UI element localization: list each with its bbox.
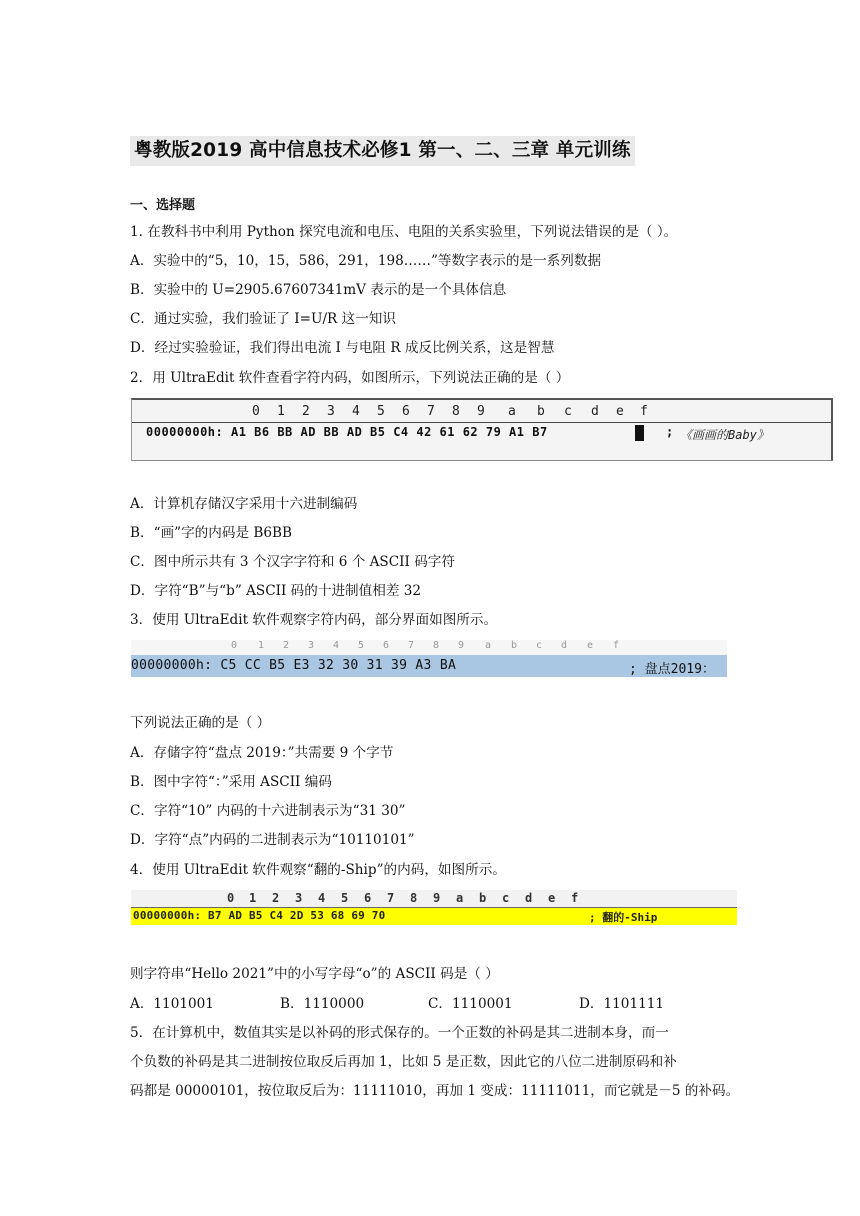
hex-col-label: 0 (227, 891, 235, 905)
question-1-option-d: D．经过实验验证，我们得出电流 I 与电阻 R 成反比例关系，这是智慧 (130, 340, 555, 356)
hex-col-label: 9 (477, 404, 485, 419)
question-3-option-b: B．图中字符“：”采用 ASCII 编码 (130, 774, 332, 790)
hex-col-label: 2 (272, 891, 280, 905)
question-4-hex-figure (131, 890, 737, 926)
hex-col-label: c (564, 404, 572, 419)
question-5-line-1: 5．在计算机中，数值其实是以补码的形式保存的。一个正数的补码是其二进制本身，而一 (130, 1025, 669, 1041)
hex-col-label: 2 (283, 640, 290, 651)
hex-col-label: 5 (341, 891, 349, 905)
hex-col-label: b (511, 640, 518, 651)
hex-col-label: 3 (308, 640, 315, 651)
question-4-options (130, 994, 750, 1014)
section-heading: 一、选择题 (130, 198, 196, 213)
hex-col-label: 1 (258, 640, 265, 651)
hex-col-label: d (561, 640, 568, 651)
hex-col-label: 6 (383, 640, 390, 651)
question-3-stem: 3．使用 UltraEdit 软件观察字符内码，部分界面如图所示。 (130, 612, 498, 628)
question-3-lead: 下列说法正确的是（ ） (130, 715, 271, 731)
hex-col-label: b (479, 891, 487, 905)
hex-col-label: 7 (427, 404, 435, 419)
hex-col-label: 9 (433, 891, 441, 905)
hex-text-column: 《画画的Baby》 (680, 428, 769, 442)
hex-col-label: b (537, 404, 545, 419)
hex-col-label: 2 (302, 404, 310, 419)
hex-col-label: 1 (249, 891, 257, 905)
hex-col-label: 7 (387, 891, 395, 905)
hex-col-label: 8 (410, 891, 418, 905)
hex-data-row: 00000000h: B7 AD B5 C4 2D 53 68 69 70 (133, 909, 386, 922)
hex-col-label: 3 (327, 404, 335, 419)
hex-col-label: e (548, 891, 556, 905)
hex-col-label: 4 (352, 404, 360, 419)
question-1-option-a: A．实验中的“5，10，15，586，291，198……”等数字表示的是一系列数据 (130, 253, 602, 269)
hex-col-label: 5 (377, 404, 385, 419)
hex-col-label: a (485, 640, 492, 651)
hex-col-label: 6 (364, 891, 372, 905)
hex-col-label: d (591, 404, 599, 419)
question-2-option-d: D．字符“B”与“b” ASCII 码的十进制值相差 32 (130, 583, 422, 599)
hex-data-row-highlight (131, 655, 727, 677)
question-5-line-3: 码都是 00000101，按位取反后为：11111010，再加 1 变成：11111011，而它就是－5 的补码。 (130, 1083, 740, 1099)
hex-col-label: a (508, 404, 516, 419)
hex-text-column: ; 盘点2019： (629, 662, 715, 677)
question-5-line-2: 个负数的补码是其二进制按位取反后再加 1，比如 5 是正数，因此它的八位二进制原码和补 (130, 1054, 677, 1070)
question-3-option-c: C．字符“10” 内码的十六进制表示为“31 30” (130, 803, 406, 819)
hex-data-row: 00000000h: C5 CC B5 E3 32 30 31 39 A3 BA (131, 658, 457, 673)
question-1-option-c: C．通过实验，我们验证了 I=U/R 这一知识 (130, 311, 396, 327)
hex-col-label: 8 (452, 404, 460, 419)
question-3-option-a: A．存储字符“盘点 2019：”共需要 9 个字节 (130, 745, 394, 761)
hex-col-label: 5 (358, 640, 365, 651)
hex-col-label: 0 (231, 640, 238, 651)
hex-col-label: 3 (295, 891, 303, 905)
hex-column-header (131, 640, 727, 655)
hex-separator: ; (666, 425, 674, 439)
question-2-option-a: A．计算机存储汉字采用十六进制编码 (130, 496, 358, 512)
hex-col-label: 9 (458, 640, 465, 651)
question-3-hex-figure (131, 640, 727, 678)
question-4-lead: 则字符串“Hello 2021”中的小写字母“o”的 ASCII 码是（ ） (130, 966, 499, 982)
question-4-option-d: D．1101111 (579, 996, 665, 1012)
hex-data-row: 00000000h: A1 B6 BB AD BB AD B5 C4 42 61 62 79 A1 B7 (146, 425, 548, 439)
hex-col-label: a (456, 891, 464, 905)
hex-col-label: 0 (252, 404, 260, 419)
question-3-option-d: D．字符“点”内码的二进制表示为“10110101” (130, 832, 415, 848)
text-cursor (635, 425, 644, 441)
hex-col-label: 8 (433, 640, 440, 651)
hex-col-label: c (536, 640, 543, 651)
hex-col-label: f (640, 404, 648, 419)
hex-col-label: e (587, 640, 594, 651)
question-1-stem: 1. 在教科书中利用 Python 探究电流和电压、电阻的关系实验里，下列说法错误的是（ ）。 (130, 224, 678, 240)
hex-col-label: d (525, 891, 533, 905)
hex-col-label: 1 (277, 404, 285, 419)
question-2-option-c: C．图中所示共有 3 个汉字字符和 6 个 ASCII 码字符 (130, 554, 455, 570)
question-1-option-b: B．实验中的 U=2905.67607341mV 表示的是一个具体信息 (130, 282, 507, 298)
hex-col-label: f (613, 640, 620, 651)
hex-col-label: c (502, 891, 510, 905)
question-4-option-c: C．1110001 (428, 996, 513, 1012)
hex-col-label: 4 (318, 891, 326, 905)
question-2-stem: 2．用 UltraEdit 软件查看字符内码，如图所示，下列说法正确的是（ ） (130, 370, 570, 386)
hex-column-header (131, 890, 737, 908)
hex-col-label: 7 (408, 640, 415, 651)
hex-col-label: 4 (333, 640, 340, 651)
hex-column-header (132, 404, 831, 423)
hex-text-column: ; 翻的-Ship (589, 911, 658, 924)
question-2-hex-figure (131, 398, 833, 461)
hex-col-label: f (571, 891, 579, 905)
question-4-stem: 4．使用 UltraEdit 软件观察“翻的-Ship”的内码，如图所示。 (130, 862, 506, 878)
page-title: 粤教版2019 高中信息技术必修1 第一、二、三章 单元训练 (130, 136, 635, 166)
hex-data-row-highlight (131, 908, 737, 925)
hex-col-label: 6 (402, 404, 410, 419)
hex-col-label: e (616, 404, 624, 419)
question-4-option-a: A．1101001 (130, 996, 214, 1012)
question-2-option-b: B．“画”字的内码是 B6BB (130, 525, 292, 541)
question-4-option-b: B．1110000 (280, 996, 365, 1012)
